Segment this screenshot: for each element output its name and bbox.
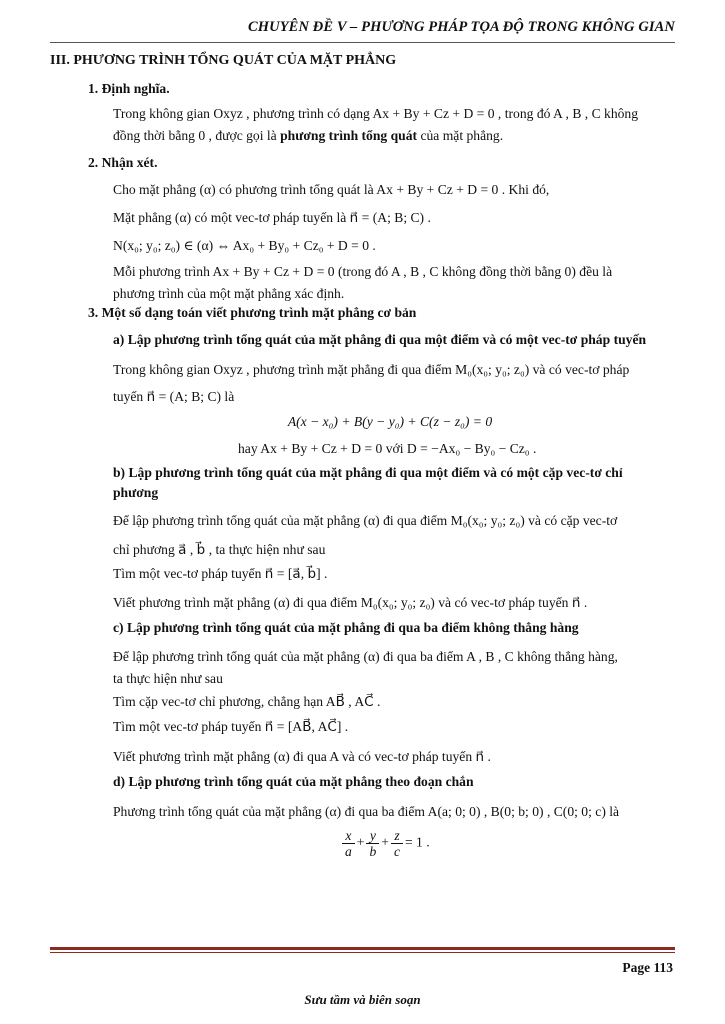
s2-line1: Cho mặt phẳng (α) có phương trình tổng quát là Ax + By + Cz + D = 0 . Khi đó, [113, 182, 550, 197]
s1-line2-bold: phương trình tổng quát [280, 128, 418, 143]
intercept-tail: = 1 . [404, 834, 430, 850]
s1-line1: Trong không gian Oxyz , phương trình có dạng Ax + By + Cz + D = 0 , trong đó A , B , C không [113, 106, 639, 121]
s3-heading: 3. Một số dạng toán viết phương trình mặt phẳng cơ bản [88, 305, 417, 320]
s3c-heading: c) Lập phương trình tổng quát của mặt phẳng đi qua ba điểm không thẳng hàng [113, 620, 579, 635]
s2-line4: Mỗi phương trình Ax + By + Cz + D = 0 (trong đó A , B , C không đồng thời bằng 0) đều là [113, 264, 613, 279]
footer-note: Sưu tầm và biên soạn [304, 992, 421, 1007]
s2-line2: Mặt phẳng (α) có một vec-tơ pháp tuyến là n⃗ = (A; B; C) . [113, 210, 431, 225]
intercept-formula [340, 828, 430, 859]
frac-x-a [342, 828, 355, 859]
frac-a: a [345, 844, 352, 859]
s2-line5: phương trình của một mặt phẳng xác định. [113, 286, 345, 301]
s3b-line2: chỉ phương a⃗ , b⃗ , ta thực hiện như sau [113, 542, 326, 557]
s3b-line1: Để lập phương trình tổng quát của mặt phẳng (α) đi qua điểm M₀(x₀; y₀; z₀) và có cặp vec-tơ [113, 513, 618, 528]
header-divider [50, 42, 675, 43]
s3b-heading1: b) Lập phương trình tổng quát của mặt phẳng đi qua một điểm và có một cặp vec-tơ chỉ [113, 465, 623, 480]
frac-z-c [391, 828, 403, 859]
s3b-heading2: phương [113, 485, 159, 500]
plus-2: + [381, 834, 389, 850]
s3c-line3: Tìm cặp vec-tơ chỉ phương, chẳng hạn AB⃗ , AC⃗ . [113, 694, 381, 709]
s3c-line5: Viết phương trình mặt phẳng (α) đi qua A và có vec-tơ pháp tuyến n⃗ . [113, 749, 491, 764]
frac-y-b [366, 828, 379, 859]
footer-rule-thin [50, 952, 675, 953]
footer-rule-thick [50, 947, 675, 950]
s1-line2 [113, 127, 503, 145]
frac-x: x [342, 828, 355, 844]
s2-heading: 2. Nhận xét. [88, 155, 158, 170]
s3d-line1: Phương trình tổng quát của mặt phẳng (α) đi qua ba điểm A(a; 0; 0) , B(0; b; 0) , C(0; 0; c) là [113, 804, 620, 819]
s3a-line2: tuyến n⃗ = (A; B; C) là [113, 389, 235, 404]
s1-line2-b: của mặt phẳng. [417, 128, 504, 143]
frac-b: b [369, 844, 377, 859]
s3d-heading: d) Lập phương trình tổng quát của mặt phẳng theo đoạn chắn [113, 774, 474, 789]
frac-z: z [391, 828, 403, 844]
s2-line3: N(x₀; y₀; z₀) ∈ (α) ⇔ Ax₀ + By₀ + Cz₀ + D = 0 . [113, 238, 376, 253]
s3a-formula1: A(x − x₀) + B(y − y₀) + C(z − z₀) = 0 [287, 414, 493, 429]
s1-line2-a: đồng thời bằng 0 , được gọi là [113, 128, 281, 143]
plus-1: + [356, 834, 365, 850]
page-number: Page 113 [622, 960, 673, 975]
page-header-title: CHUYÊN ĐỀ V – PHƯƠNG PHÁP TỌA ĐỘ TRONG KHÔNG GIAN [248, 19, 675, 35]
s3a-formula2: hay Ax + By + Cz + D = 0 với D = −Ax₀ − By₀ − Cz₀ . [238, 441, 537, 456]
frac-c: c [393, 844, 400, 859]
s3b-line3: Tìm một vec-tơ pháp tuyến n⃗ = [a⃗, b⃗] . [113, 566, 328, 581]
section-title: III. PHƯƠNG TRÌNH TỔNG QUÁT CỦA MẶT PHẲNG [50, 53, 397, 68]
s1-heading: 1. Định nghĩa. [88, 81, 170, 96]
s3a-line1: Trong không gian Oxyz , phương trình mặt phẳng đi qua điểm M₀(x₀; y₀; z₀) và có vec-tơ pháp [113, 362, 630, 377]
s3c-line1: Để lập phương trình tổng quát của mặt phẳng (α) đi qua ba điểm A , B , C không thẳng hàng, [113, 649, 618, 664]
s3a-heading: a) Lập phương trình tổng quát của mặt phẳng đi qua một điểm và có một vec-tơ pháp tuyến [113, 332, 647, 347]
s3c-line4: Tìm một vec-tơ pháp tuyến n⃗ = [AB⃗, AC⃗] . [113, 719, 349, 734]
frac-y: y [366, 828, 379, 844]
s3c-line2: ta thực hiện như sau [113, 671, 223, 686]
s3b-line4: Viết phương trình mặt phẳng (α) đi qua điểm M₀(x₀; y₀; z₀) và có vec-tơ pháp tuyến n⃗ . [113, 595, 588, 610]
